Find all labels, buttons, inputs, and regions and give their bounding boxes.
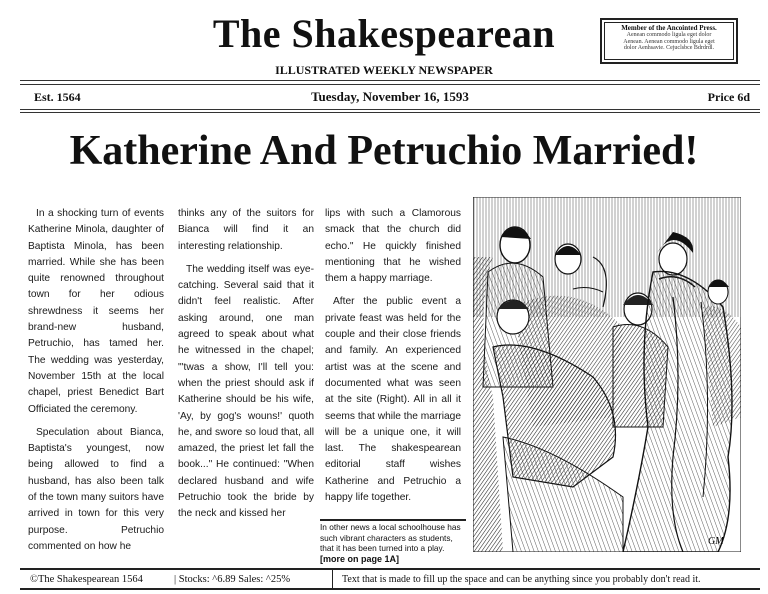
newspaper-subtitle: ILLUSTRATED WEEKLY NEWSPAPER [275, 63, 493, 77]
established-year: Est. 1564 [34, 90, 81, 104]
footer-separator [332, 570, 333, 588]
article-column-3 [325, 206, 461, 513]
footer-stocks: | Stocks: ^6.89 Sales: ^25% [174, 574, 291, 585]
divider [20, 84, 760, 85]
news-brief [320, 519, 466, 564]
footer-bar [20, 568, 760, 590]
press-seal-line: dolor Aenhsavie. Cejuclsbce Bdrdrdl. [623, 44, 715, 51]
press-seal [600, 18, 738, 64]
more-link[interactable]: [more on page 1A] [320, 553, 400, 564]
footer-copyright: ©The Shakespearean 1564 [30, 574, 143, 585]
paragraph: In a shocking turn of events Katherine Minola, daughter of Baptista Minola, has been married. While she has been quite renowned throughout town for her odious shrewdness it seems her brand-new husband, Petruchio, has tamed her. The wedding was yesterday, November 15th at the local chapel, priest Benedict Bart Officiated the ceremony. [28, 208, 164, 415]
press-seal-line: Aenean commodo ligula eget dolor [626, 32, 712, 39]
brief-text: In other news a local schoolhouse has such vibrant characters as students, that it has been turned into a play. [320, 522, 461, 553]
issue-date: Tuesday, November 16, 1593 [311, 89, 469, 104]
paragraph: lips with such a Clamorous smack that the church did echo." He quickly finished mentioning that he wished them a happy marriage. [325, 208, 461, 285]
newspaper-title: The Shakespearean [212, 11, 556, 56]
divider [20, 109, 760, 110]
paragraph: The wedding itself was eye-catching. Several said that it didn't feel realistic. After asking around, one man agreed to speak about what he witnessed in the chapel; "'twas a show, I'll tell you: when the priest should ask if Katherine should be his wife, 'Ay, by gog's wouns!' quoth he, and swore so loud that, all amazed, the priest let fall the book..." He continued: "When declared husband and wife Petruchio took the bride by the neck and kissed her [178, 263, 314, 520]
article-column-1 [28, 206, 164, 562]
dateline [20, 88, 760, 106]
footer-filler-text: Text that is made to fill up the space and can be anything since you probably don't read it. [342, 574, 701, 585]
wedding-illustration [473, 197, 741, 552]
paragraph: After the public event a private feast was held for the couple and their close friends and family. An experienced artist was at the scene and documented what was seen at the site (Right). All in all it seems that while the marriage will be a unique one, it will last. The shakespearean editorial staff wishes Katherine and Petruchio a happy life together. [325, 296, 461, 504]
article-column-2 [178, 206, 314, 530]
headline: Katherine And Petruchio Married! [69, 128, 699, 174]
divider [20, 112, 760, 113]
press-seal-line: Aenean. Aenean commodo ligula eget [623, 38, 715, 45]
price: Price 6d [707, 90, 750, 104]
paragraph: Speculation about Bianca, Baptista's youngest, now being allowed to find a husband, has also been talk of the town many suitors have arrived in town for this very purpose. Petruchio commented on how he [28, 426, 164, 552]
press-seal-heading: Member of the Ancointed Press. [621, 24, 717, 32]
artist-signature: GM [708, 536, 724, 547]
divider [20, 80, 760, 81]
paragraph: thinks any of the suitors for Bianca will find it an interesting relationship. [178, 208, 314, 252]
